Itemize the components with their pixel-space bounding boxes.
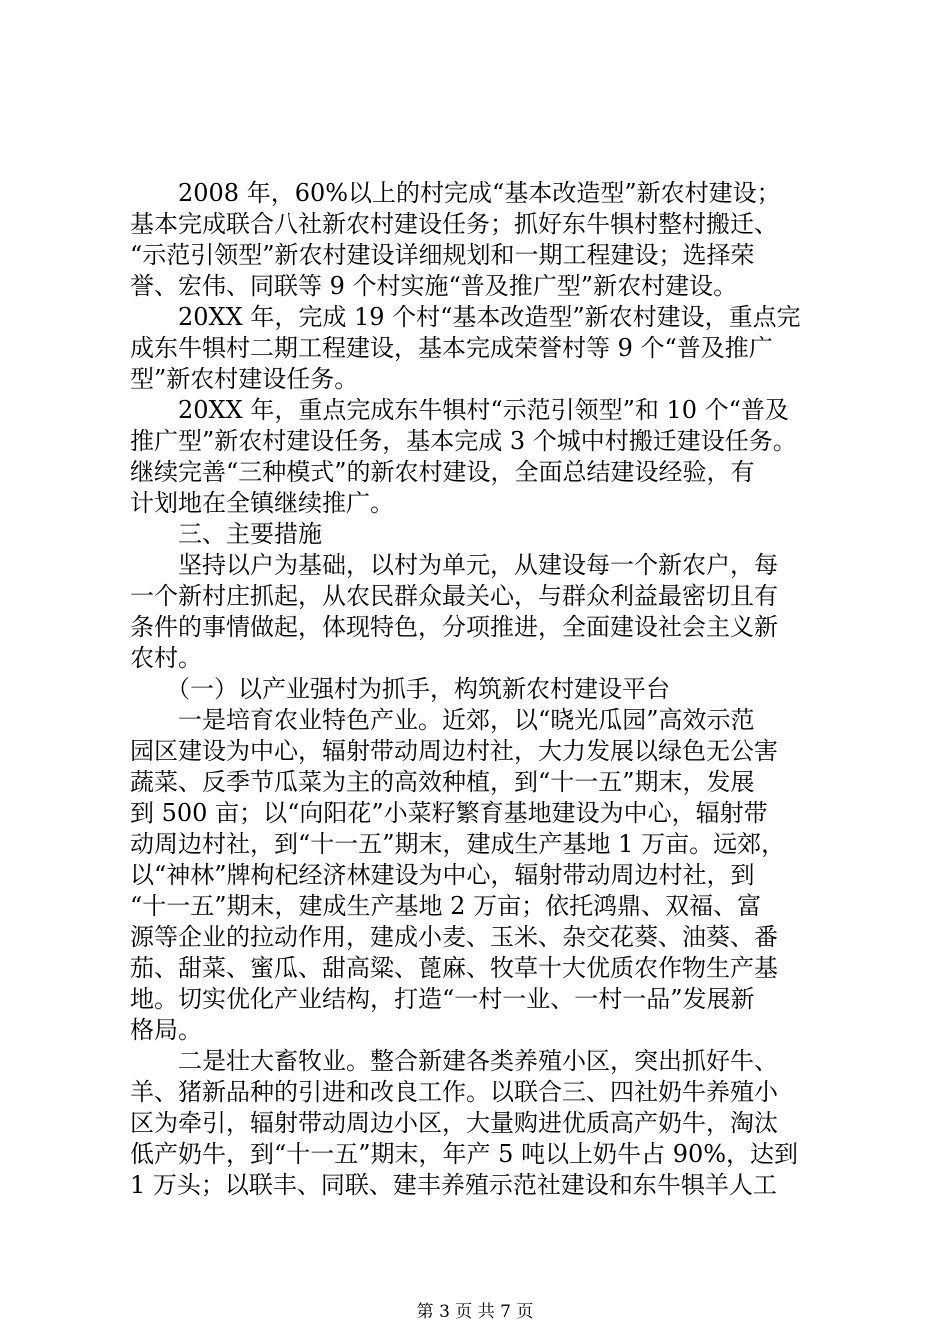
text-line: 推广型”新农村建设任务，基本完成 3 个城中村搬迁建设任务。 [130,427,797,455]
text-line: “十一五”期末，建成生产基地 2 万亩；依托鸿鼎、双福、富 [130,892,762,920]
text-line: 一是培育农业特色产业。近郊，以“晓光瓜园”高效示范 [130,706,755,734]
text-line: 以“神林”牌枸杞经济林建设为中心，辐射带动周边村社，到 [130,861,755,889]
text-line: 2008 年，60%以上的村完成“基本改造型”新农村建设； [130,179,781,207]
text-line: 园区建设为中心，辐射带动周边村社，大力发展以绿色无公害 [130,737,778,765]
text-line: 区为牵引，辐射带动周边小区，大量购进优质高产奶牛，淘汰 [130,1109,778,1137]
text-line: 茄、甜菜、蜜瓜、甜高粱、蓖麻、牧草十大优质农作物生产基 [130,954,778,982]
text-line: 继续完善“三种模式”的新农村建设，全面总结建设经验，有 [130,458,755,486]
text-line: 动周边村社，到“十一五”期末，建成生产基地 1 万亩。远郊， [130,830,786,858]
text-line: 计划地在全镇继续推广。 [130,489,394,517]
text-line: 成东牛犋村二期工程建设，基本完成荣誉村等 9 个“普及推广 [130,334,773,362]
section-heading: 三、主要措施 [130,520,322,548]
text-line: 蔬菜、反季节瓜菜为主的高效种植，到“十一五”期末，发展 [130,768,755,796]
text-line: 低产奶牛，到“十一五”期末，年产 5 吨以上奶牛占 90%，达到 [130,1140,799,1168]
text-line: 源等企业的拉动作用，建成小麦、玉米、杂交花葵、油葵、番 [130,923,778,951]
text-line: 羊、猪新品种的引进和改良工作。以联合三、四社奶牛养殖小 [130,1078,778,1106]
text-line: 20XX 年，完成 19 个村“基本改造型”新农村建设，重点完 [130,303,801,331]
text-line: 农村。 [130,644,202,672]
text-line: 地。切实优化产业结构，打造“一村一业、一村一品”发展新 [130,985,755,1013]
text-line: 二是壮大畜牧业。整合新建各类养殖小区，突出抓好牛、 [130,1047,778,1075]
text-line: 1 万头；以联丰、同联、建丰养殖示范社建设和东牛犋羊人工 [130,1171,777,1199]
text-line: 基本完成联合八社新农村建设任务；抓好东牛犋村整村搬迁、 [130,210,778,238]
text-line: 条件的事情做起，体现特色，分项推进，全面建设社会主义新 [130,613,778,641]
text-line: 一个新村庄抓起，从农民群众最关心，与群众利益最密切且有 [130,582,778,610]
document-body [130,178,830,1201]
page-footer: 第 3 页 共 7 页 [416,1302,534,1322]
text-line: 誉、宏伟、同联等 9 个村实施“普及推广型”新农村建设。 [130,272,738,300]
text-line: “示范引领型”新农村建设详细规划和一期工程建设；选择荣 [130,241,755,269]
text-line: 坚持以户为基础，以村为单元，从建设每一个新农户，每 [130,551,778,579]
text-line: 20XX 年，重点完成东牛犋村“示范引领型”和 10 个“普及 [130,396,789,424]
text-line: 型”新农村建设任务。 [130,365,359,393]
subsection-heading: （一）以产业强村为抓手，构筑新农村建设平台 [130,675,670,703]
text-line: 格局。 [130,1016,202,1044]
text-line: 到 500 亩；以“向阳花”小菜籽繁育基地建设为中心，辐射带 [130,799,768,827]
